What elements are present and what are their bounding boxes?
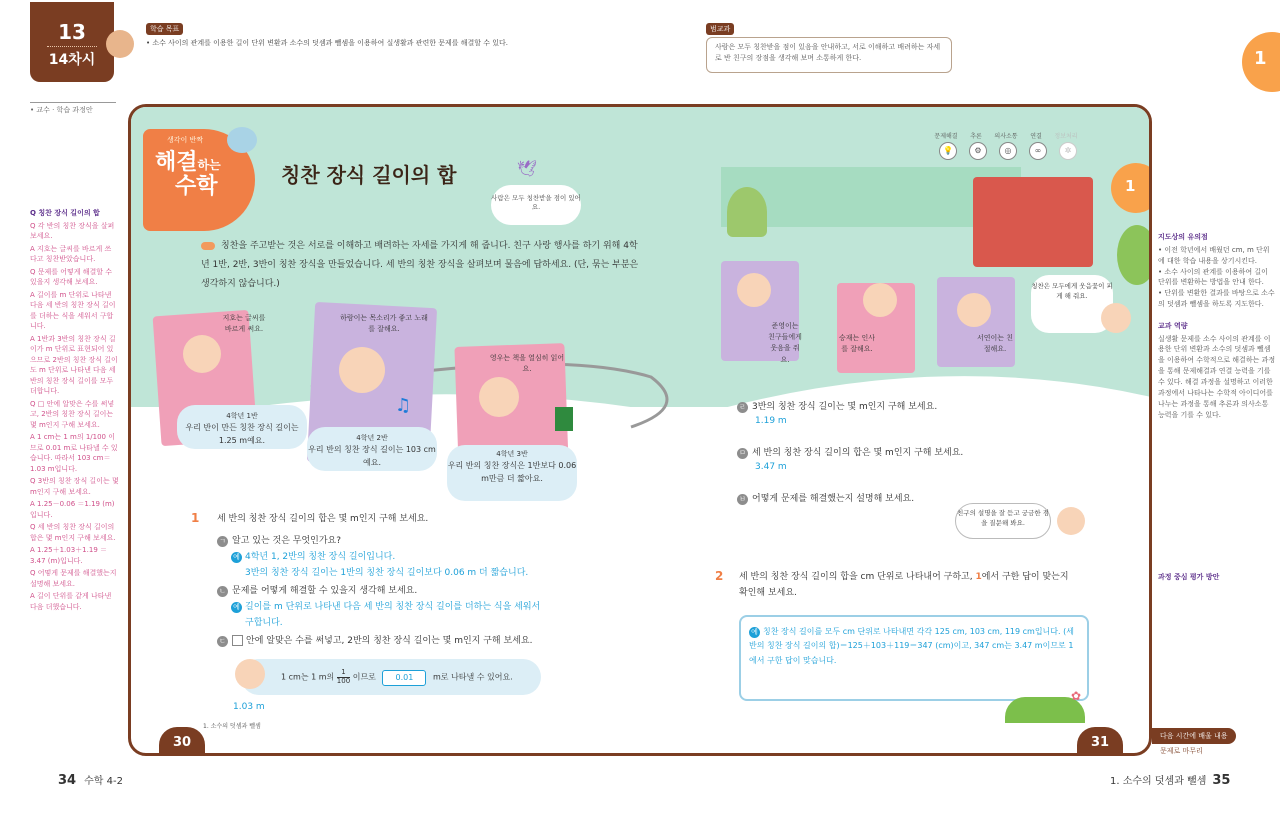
answer-a bbox=[231, 549, 528, 581]
step-circle: 1 bbox=[1242, 32, 1280, 92]
intro-body: 칭찬을 주고받는 것은 서로를 이해하고 배려하는 자세를 가지게 해 줍니다. 친구 사랑 행사를 하기 위해 4학년 1반, 2반, 3반이 칭찬 장식을 만들었습니다. 세 반의 칭찬 장식을 살펴보며 물음에 답하세요. (단, 묶는 부분은 생각하지 않습니다.) bbox=[201, 241, 639, 289]
sub-label: ㄱ bbox=[217, 536, 228, 547]
sub-label: ㅂ bbox=[737, 494, 748, 505]
gear-icon: ⚙ bbox=[969, 142, 987, 160]
edu-box: 사람은 모두 칭찬받을 점이 있음을 안내하고, 서로 이해하고 배려하는 자세로 반 친구의 장점을 생각해 보며 소통하게 한다. bbox=[706, 37, 952, 73]
competency-label: 의사소통 bbox=[994, 133, 1018, 140]
student-face bbox=[1101, 303, 1131, 333]
note-a: A 1 cm는 1 m의 1/100 이므로 0.01 m로 나타낼 수 있습니다. 따라서 103 cm＝1.03 m입니다. bbox=[30, 433, 118, 473]
music-note-icon: ♫ bbox=[395, 395, 412, 416]
footer-chapter: 1. 소수의 덧셈과 뺄셈 bbox=[1110, 776, 1207, 787]
example-badge: 예 bbox=[231, 602, 242, 613]
class3-cloud bbox=[447, 445, 577, 501]
eval-tag: 과정 중심 평가 방안 bbox=[1158, 573, 1220, 581]
fraction-den: 100 bbox=[336, 676, 351, 685]
squirrel-icon bbox=[106, 30, 134, 58]
problem-ref: 1 bbox=[975, 572, 982, 582]
flag-text: 영우는 책을 열심히 읽어요. bbox=[489, 354, 565, 374]
answer-b bbox=[231, 599, 540, 631]
book-icon bbox=[555, 407, 573, 431]
notes-item: • 단위를 변환한 결과를 바탕으로 소수의 덧셈과 뺄셈을 하도록 지도한다. bbox=[1158, 289, 1275, 309]
answer-c: 1.03 m bbox=[233, 702, 265, 712]
footer-page-number: 34 bbox=[58, 773, 77, 788]
intro-icon bbox=[201, 242, 215, 250]
student-face bbox=[183, 335, 221, 373]
note-q: Q 문제를 어떻게 해결할 수 있을지 생각해 보세요. bbox=[30, 267, 113, 286]
note-q: Q □ 안에 알맞은 수를 써넣고, 2반의 칭찬 장식 길이는 몇 m인지 구해 보세요. bbox=[30, 399, 115, 429]
lesson-tab bbox=[30, 2, 114, 82]
answer-line: 구합니다. bbox=[245, 618, 283, 629]
footer-left bbox=[58, 772, 123, 788]
footer-right bbox=[1110, 772, 1230, 788]
page-number-left: 30 bbox=[159, 727, 205, 756]
lesson-divider bbox=[47, 46, 97, 47]
sub-question-a bbox=[217, 533, 341, 549]
hint-pre: 1 cm는 1 m의 bbox=[281, 672, 335, 682]
flag-text: 하람이는 목소리가 좋고 노래를 잘해요. bbox=[340, 314, 428, 334]
competency-icons bbox=[933, 131, 1079, 160]
competency-label: 추론 bbox=[970, 133, 982, 140]
lesson-period: 14차시 bbox=[48, 52, 96, 68]
flag-text: 승재는 인사를 잘해요. bbox=[838, 334, 876, 354]
answer-line: 3반의 칭찬 장식 길이는 1반의 칭찬 장식 길이보다 0.06 m 더 짧습니다. bbox=[245, 568, 529, 579]
main-panel bbox=[128, 104, 1152, 756]
blank-box bbox=[232, 635, 243, 646]
student-face bbox=[957, 293, 991, 327]
student-face bbox=[737, 273, 771, 307]
note-a: A 1.25－0.06 ＝1.19 (m)입니다. bbox=[30, 500, 115, 519]
sub-question-text: 안에 알맞은 수를 써넣고, 2반의 칭찬 장식 길이는 몇 m인지 구해 보세요. bbox=[246, 636, 533, 646]
lightbulb-icon: 💡 bbox=[939, 142, 957, 160]
competency-label: 문제해결 bbox=[934, 133, 958, 140]
answer-d: 1.19 m bbox=[755, 416, 787, 426]
note-q: Q 칭찬 장식 길이의 합 bbox=[30, 209, 100, 217]
problem-line: 에서 구한 답이 맞는지 bbox=[981, 572, 1069, 582]
top-cloud: 사람은 모두 칭찬받을 점이 있어요. bbox=[491, 185, 581, 225]
note-a: A 지호는 글씨를 바르게 쓰 다고 칭찬받았습니다. bbox=[30, 244, 112, 263]
badge-word-1: 해결 bbox=[155, 150, 198, 175]
flag-text: 서연이는 친절해요. bbox=[976, 334, 1014, 354]
sub-question-text: 알고 있는 것은 무엇인가요? bbox=[232, 536, 341, 546]
note-a: A 길이 단위를 같게 나타낸 다음 더했습니다. bbox=[30, 592, 112, 611]
intro-text bbox=[201, 237, 641, 294]
chat-icon: ◎ bbox=[999, 142, 1017, 160]
sub-question-text: 세 반의 칭찬 장식 길이의 합은 몇 m인지 구해 보세요. bbox=[752, 448, 964, 458]
goal-text: • 소수 사이의 관계를 이용한 길이 단위 변환과 소수의 덧셈과 뺄셈을 이용하여 실생활과 관련한 문제를 해결할 수 있다. bbox=[146, 39, 508, 47]
class2-cloud bbox=[307, 427, 437, 471]
problem-number: 2 bbox=[715, 569, 724, 583]
footer-book: 수학 4-2 bbox=[84, 776, 123, 787]
school-building bbox=[973, 177, 1093, 267]
sub-question-f bbox=[737, 491, 914, 507]
hint-cloud bbox=[241, 659, 541, 695]
note-a: A 1.25＋1.03＋1.19 ＝3.47 (m)입니다. bbox=[30, 546, 107, 565]
problem-number: 1 bbox=[191, 511, 200, 525]
sub-label: ㄴ bbox=[217, 586, 228, 597]
data-icon: ✲ bbox=[1059, 142, 1077, 160]
sub-question-text: 어떻게 문제를 해결했는지 설명해 보세요. bbox=[752, 494, 915, 504]
problem-text bbox=[739, 569, 1099, 601]
answer-line: 4학년 1, 2반의 칭찬 장식 길이입니다. bbox=[245, 552, 396, 562]
student-face bbox=[339, 347, 385, 393]
note-q: Q 어떻게 문제를 해결했는지 설명해 보세요. bbox=[30, 569, 117, 588]
answer-box bbox=[739, 615, 1089, 701]
problem-line: 확인해 보세요. bbox=[739, 588, 797, 599]
right-notes bbox=[1158, 232, 1276, 420]
footer-page-number: 35 bbox=[1212, 773, 1231, 788]
class-cloud-text: 우리 반이 만든 칭찬 장식 길이는 1.25 m예요. bbox=[185, 423, 299, 445]
link-icon: ∞ bbox=[1029, 142, 1047, 160]
sub-label: ㅁ bbox=[737, 448, 748, 459]
tree bbox=[727, 187, 767, 237]
badge-main bbox=[155, 151, 221, 199]
class-cloud-text: 우리 반의 칭찬 장식 길이는 103 cm예요. bbox=[308, 445, 436, 467]
notes-item: • 이전 학년에서 배웠던 cm, m 단위에 대한 학습 내용을 상기시킨다. bbox=[1158, 245, 1270, 265]
notes-heading: 교과 역량 bbox=[1158, 321, 1188, 330]
answer-line: 길이를 m 단위로 나타낸 다음 세 반의 칭찬 장식 길이를 더하는 식을 세워서 bbox=[245, 602, 541, 612]
sub-question-text: 문제를 어떻게 해결할 수 있을지 생각해 보세요. bbox=[232, 586, 418, 596]
note-a: A 길이를 m 단위로 나타낸 다음 세 반의 칭찬 장식 길이를 더하는 식을 세워서 구합니다. bbox=[30, 290, 116, 330]
example-badge: 예 bbox=[231, 552, 242, 563]
explain-cloud: 친구의 설명을 잘 듣고 궁금한 점을 질문해 봐요. bbox=[955, 503, 1051, 539]
badge-word-2: 하는 bbox=[197, 158, 221, 172]
sub-question-c bbox=[217, 633, 532, 649]
note-q: Q 각 반의 칭찬 장식을 살펴 보세요. bbox=[30, 221, 115, 240]
goal-tag: 학습 목표 bbox=[146, 23, 183, 35]
sub-question-b bbox=[217, 583, 417, 599]
badge-word-3: 수학 bbox=[175, 174, 218, 200]
edu-tag: 범교과 bbox=[706, 23, 734, 35]
competency-label: 정보처리 bbox=[1054, 133, 1078, 140]
left-heading: • 교수 · 학습 과정안 bbox=[30, 102, 116, 115]
hint-fraction bbox=[337, 669, 350, 685]
notes-heading: 지도상의 유의점 bbox=[1158, 233, 1208, 241]
hint-mid: 이므로 bbox=[352, 672, 376, 682]
flag-text: 준영이는 친구들에게 웃음을 줘요. bbox=[768, 322, 802, 364]
sub-question-text: 3반의 칭찬 장식 길이는 몇 m인지 구해 보세요. bbox=[752, 402, 938, 412]
cat-icon bbox=[227, 127, 257, 153]
page-title: 칭찬 장식 길이의 합 bbox=[281, 163, 457, 187]
class-label: 4학년 3반 bbox=[496, 450, 528, 458]
tree bbox=[1117, 225, 1152, 285]
problem-text: 세 반의 칭찬 장식 길이의 합은 몇 m인지 구해 보세요. bbox=[217, 514, 429, 524]
competency-label: 연결 bbox=[1030, 133, 1042, 140]
hint-answer-box[interactable]: 0.01 bbox=[382, 670, 426, 686]
student-face bbox=[479, 377, 519, 417]
student-face bbox=[1057, 507, 1085, 535]
class1-cloud bbox=[177, 405, 307, 449]
flag-text: 지호는 글씨를 바르게 써요. bbox=[222, 314, 266, 334]
problem-line: 세 반의 칭찬 장식 길이의 합을 cm 단위로 나타내어 구하고, bbox=[739, 572, 973, 582]
flower-icon: ✿ bbox=[1071, 689, 1082, 703]
next-lesson-sub: 문제로 마무리 bbox=[1160, 747, 1203, 755]
example-badge: 예 bbox=[749, 627, 760, 638]
class-label: 4학년 1반 bbox=[226, 412, 258, 420]
answer-text: 칭찬 장식 길이를 모두 cm 단위로 나타내면 각각 125 cm, 103 cm, 119 cm입니다. (세 반의 칭찬 장식 길이의 합)＝125＋103＋119＝347 (cm)이고, 347 cm는 3.47 m이므로 1에서 구한 답이 맞습니다. bbox=[749, 627, 1074, 665]
next-lesson-tag: 다음 시간에 배울 내용 bbox=[1152, 728, 1236, 744]
note-q: Q 3반의 칭찬 장식 길이는 몇 m인지 구해 보세요. bbox=[30, 477, 119, 496]
answer-e: 3.47 m bbox=[755, 462, 787, 472]
note-q: Q 세 반의 칭찬 장식 길이의 합은 몇 m인지 구해 보세요. bbox=[30, 523, 116, 542]
class-label: 4학년 2반 bbox=[356, 434, 388, 442]
bird-icon: 🕊 bbox=[517, 159, 538, 178]
student-face bbox=[863, 283, 897, 317]
chapter-label: 1. 소수의 덧셈과 뺄셈 bbox=[203, 723, 261, 730]
left-notes bbox=[30, 208, 120, 614]
page-number-right: 31 bbox=[1077, 727, 1123, 756]
student-face bbox=[235, 659, 265, 689]
lesson-number: 13 bbox=[58, 20, 86, 44]
note-a: A 1반과 3반의 칭찬 장식 길이가 m 단위로 표현되어 있으므로 2반의 칭찬 장식 길이도 m 단위로 나타낸 다음 세 반의 칭찬 장식 길이를 모두 더합니다. bbox=[30, 334, 118, 395]
badge-sub: 생각이 반짝 bbox=[167, 136, 204, 144]
class-cloud-text: 우리 반의 칭찬 장식은 1반보다 0.06 m만큼 더 짧아요. bbox=[447, 461, 577, 483]
step-circle: 1 bbox=[1111, 163, 1152, 213]
notes-item: • 소수 사이의 관계를 이용하여 길이 단위를 변환하는 방법을 안내 한다. bbox=[1158, 267, 1268, 287]
right-cloud: 칭찬은 모두에게 웃음꽃이 피게 해 줘요. bbox=[1031, 275, 1113, 333]
hint-post: m로 나타낼 수 있어요. bbox=[433, 672, 513, 682]
fraction-num: 1 bbox=[337, 669, 350, 678]
notes-item: 실생활 문제를 소수 사이의 관계를 이용한 단위 변환과 소수의 덧셈과 뺄셈을 이용하여 수학적으로 해결하는 과정을 통해 문제해결과 연결 능력을 기를 수 있다. 해결 과정을 설명하고 이러한 과정에서 나타나는 수학적 아이디어를 나누는 과정을 통해 추론과 의사소통 능력을 기를 수 있다. bbox=[1158, 334, 1276, 419]
sub-label: ㄹ bbox=[737, 402, 748, 413]
sub-label: ㄷ bbox=[217, 636, 228, 647]
